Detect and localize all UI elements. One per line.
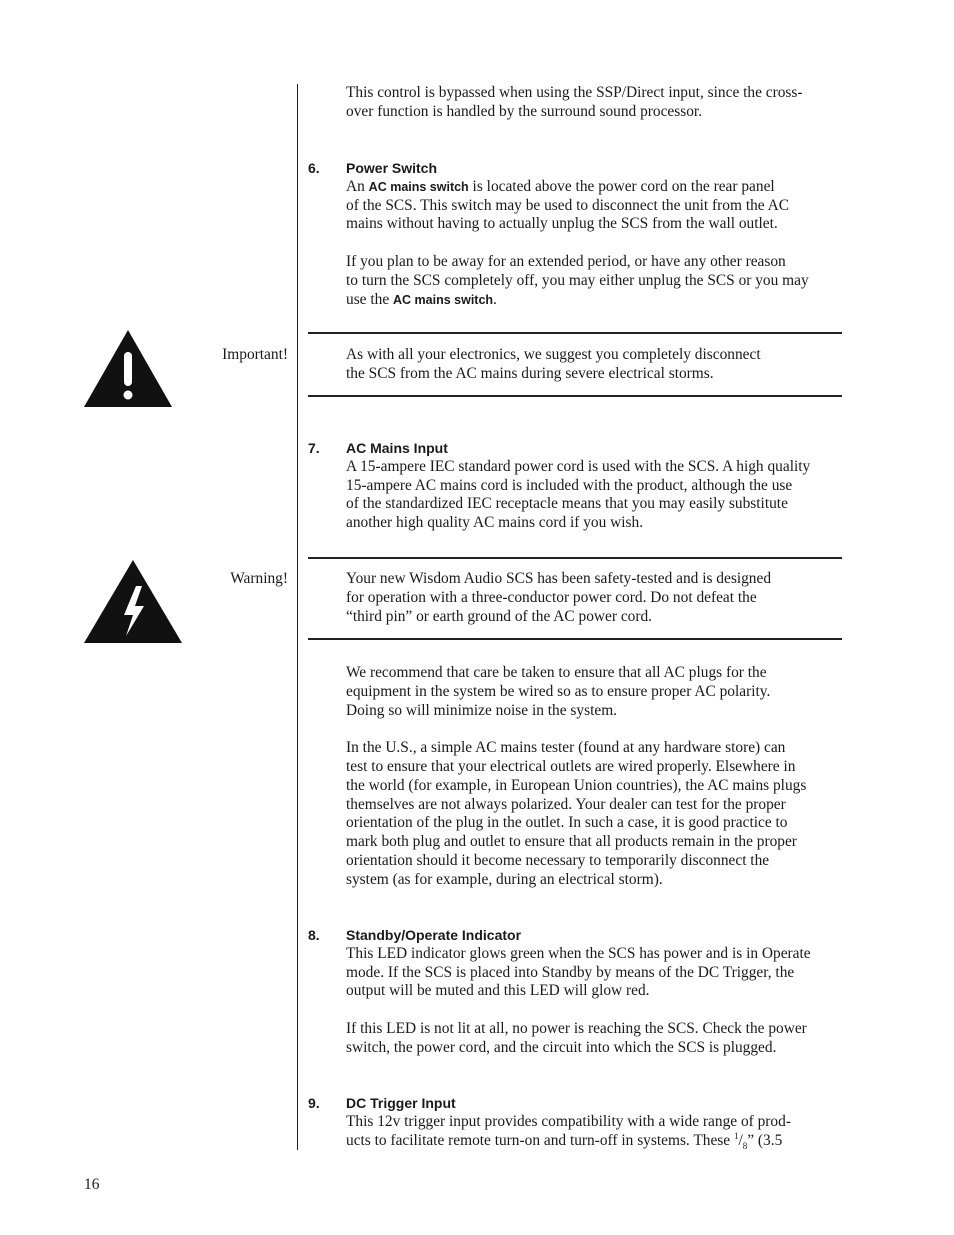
page-number: 16	[84, 1176, 100, 1193]
section-7-text: A 15-ampere IEC standard power cord is used with the SCS. A high quality 15-ampere AC mains cord is included with the product, although the use of the standardized IEC receptacle means that you may easily substitute another high quality AC mains cord if you wish.	[346, 457, 811, 532]
section-8-paragraph-2: If this LED is not lit at all, no power is reaching the SCS. Check the power switch, the power cord, and the circuit into which the SCS is plugged.	[346, 1019, 807, 1056]
important-bottom-rule	[308, 395, 842, 397]
warning-text: Your new Wisdom Audio SCS has been safety-tested and is designed for operation with a three-conductor power cord. Do not defeat the “third pin” or earth ground of the AC power cord.	[346, 570, 772, 625]
section-8-heading: Standby/Operate Indicator	[346, 927, 522, 943]
section-6-paragraph-1: An AC mains switch is located above the power cord on the rear panel of the SCS. This switch may be used to disconnect the unit from the AC mains without having to actually unplug the SCS from the wall outlet.	[346, 177, 790, 233]
section-9-heading: DC Trigger Input	[346, 1095, 456, 1111]
ac-mains-switch-term: AC mains switch	[393, 292, 494, 307]
intro-text: This control is bypassed when using the SSP/Direct input, since the cross- over function is handled by the surround sound processor.	[346, 84, 803, 120]
fraction-denominator: 8	[742, 1140, 748, 1151]
warning-note	[346, 570, 846, 626]
section-6	[346, 159, 846, 309]
section-6-number: 6.	[308, 160, 320, 176]
warning-bottom-rule	[308, 638, 842, 640]
section-8-paragraph-1: This LED indicator glows green when the SCS has power and is in Operate mode. If the SCS is placed into Standby by means of the DC Trigger, the output will be muted and this LED will glow red.	[346, 944, 811, 1000]
warning-label: Warning!	[230, 570, 288, 587]
polarity-paragraph-2: In the U.S., a simple AC mains tester (found at any hardware store) can test to ensure that your electrical outlets are wired properly. Elsewhere in the world (for example, in European Union countries), the AC mains plugs themselves are not always polarized. Your dealer can test for the proper orientation of the plug in the outlet. In such a case, it is good practice to mark both plug and outlet to ensure that all products remain in the proper orientation should it become necessary to temporarily disconnect the system (as for example, during an electrical storm).	[346, 739, 807, 888]
important-top-rule	[308, 332, 842, 334]
section-8	[346, 926, 846, 1058]
section-6-heading: Power Switch	[346, 160, 438, 176]
section-9-number: 9.	[308, 1095, 320, 1111]
important-note	[346, 346, 846, 384]
section-7	[346, 439, 846, 533]
section-9-text: This 12v trigger input provides compatibility with a wide range of prod- ucts to facilitate remote turn-on and turn-off in systems. These $^1/_8$” (3.5	[346, 1112, 791, 1151]
section-8-number: 8.	[308, 927, 320, 943]
polarity-section	[346, 664, 846, 890]
lightning-triangle-icon	[84, 560, 182, 649]
section-6-paragraph-2: If you plan to be away for an extended period, or have any other reason to turn the SCS completely off, you may either unplug the SCS or you may use the AC mains switch.	[346, 252, 809, 308]
ac-mains-switch-term: AC mains switch	[368, 179, 469, 194]
fraction-numerator: 1	[733, 1130, 739, 1141]
intro-paragraph	[346, 84, 846, 122]
important-text: As with all your electronics, we suggest you completely disconnect the SCS from the AC mains during severe electrical storms.	[346, 346, 761, 382]
column-divider	[297, 84, 298, 1150]
section-9	[346, 1094, 846, 1150]
warning-top-rule	[308, 557, 842, 559]
section-7-number: 7.	[308, 440, 320, 456]
exclamation-triangle-icon	[84, 330, 172, 413]
important-label: Important!	[222, 346, 288, 363]
polarity-paragraph-1: We recommend that care be taken to ensure that all AC plugs for the equipment in the system be wired so as to ensure proper AC polarity. Doing so will minimize noise in the system.	[346, 664, 771, 719]
section-7-heading: AC Mains Input	[346, 440, 448, 456]
